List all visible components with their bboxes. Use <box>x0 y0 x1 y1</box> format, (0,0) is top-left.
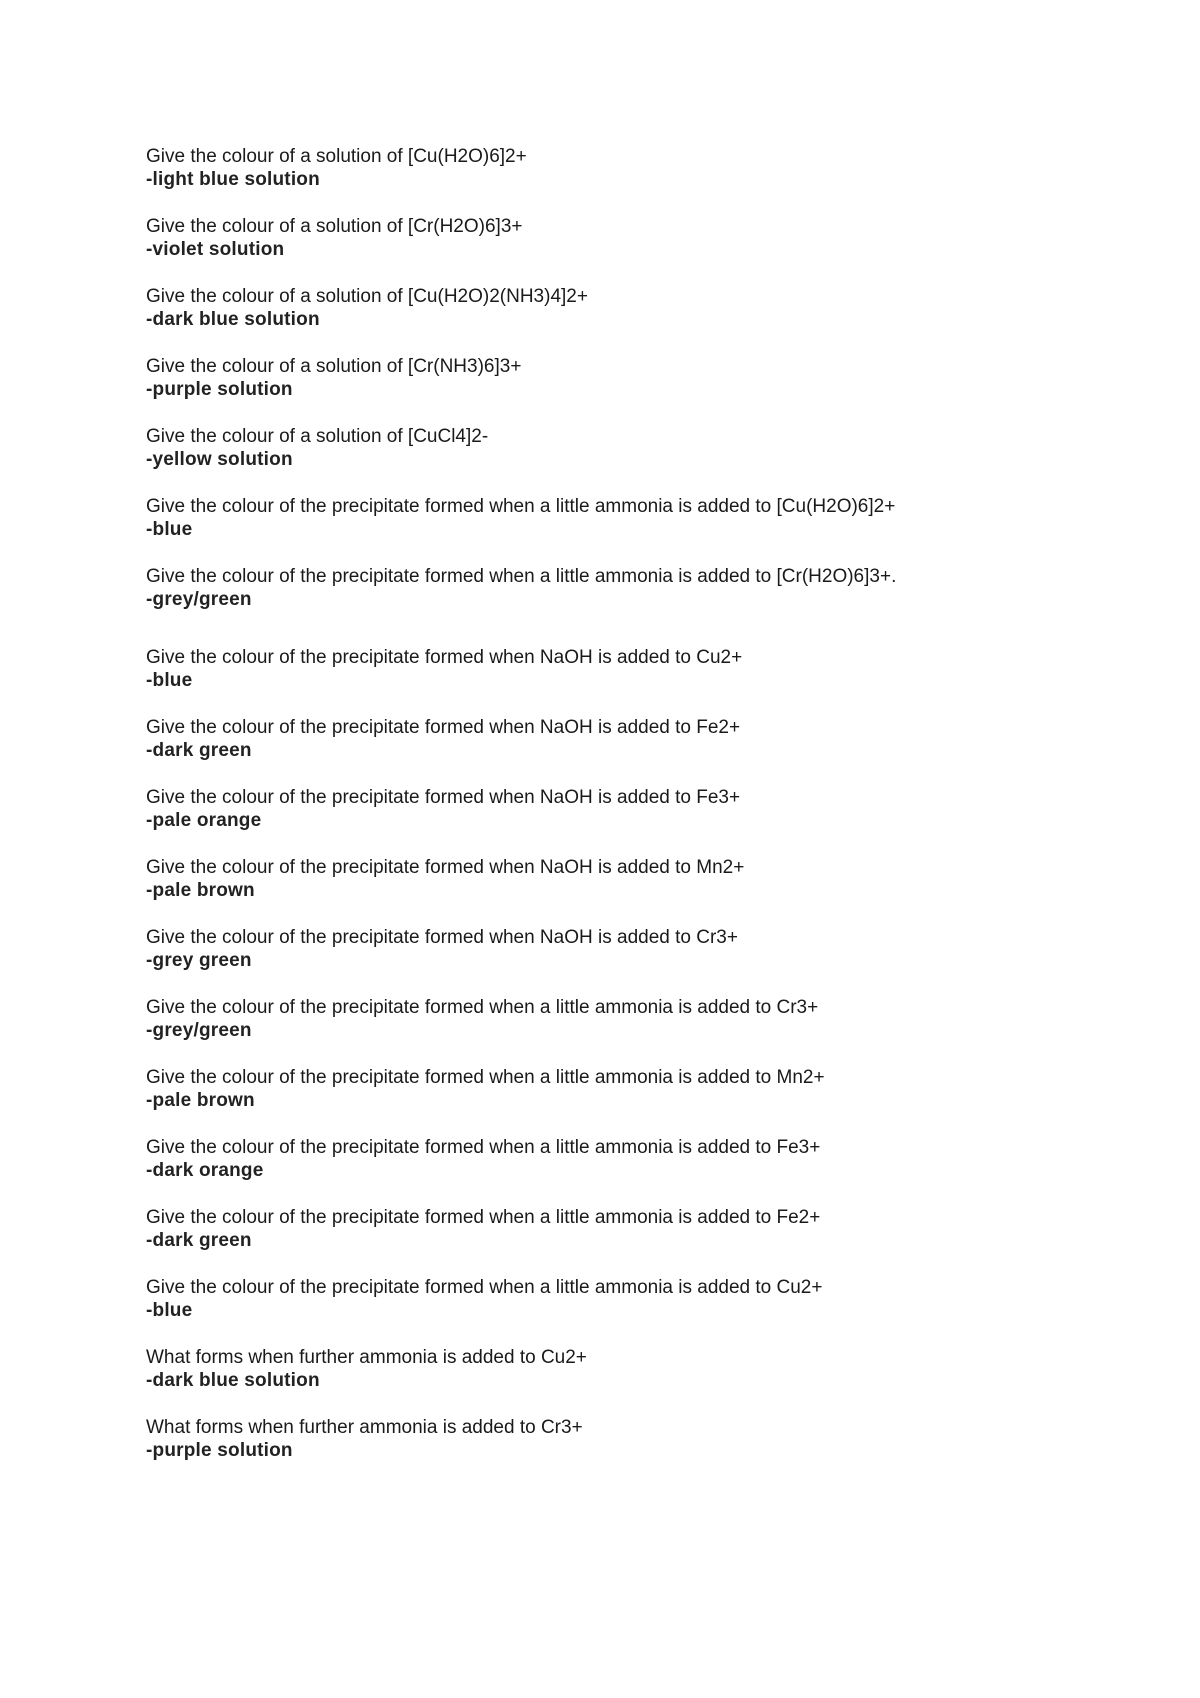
list-item <box>146 716 1146 786</box>
question-text: Give the colour of the precipitate formed when NaOH is added to Mn2+ <box>146 857 745 878</box>
question-text: What forms when further ammonia is added to Cr3+ <box>146 1417 583 1438</box>
question-text: Give the colour of the precipitate formed when a little ammonia is added to [Cu(H2O)6]2+ <box>146 496 896 517</box>
question-text: Give the colour of a solution of [Cu(H2O)2(NH3)4]2+ <box>146 286 588 307</box>
list-item <box>146 646 1146 716</box>
list-item <box>146 996 1146 1066</box>
answer-text: -purple solution <box>146 1440 293 1461</box>
answer-text: -grey/green <box>146 589 252 610</box>
question-text: Give the colour of a solution of [Cr(NH3)6]3+ <box>146 356 522 377</box>
question-text: Give the colour of the precipitate formed when a little ammonia is added to [Cr(H2O)6]3+. <box>146 566 897 587</box>
list-item <box>146 145 1146 215</box>
answer-text: -yellow solution <box>146 449 293 470</box>
question-text: What forms when further ammonia is added to Cu2+ <box>146 1347 587 1368</box>
answer-text: -blue <box>146 519 193 540</box>
question-text: Give the colour of the precipitate formed when a little ammonia is added to Cu2+ <box>146 1277 823 1298</box>
answer-text: -pale brown <box>146 1090 255 1111</box>
question-text: Give the colour of a solution of [CuCl4]2- <box>146 426 489 447</box>
list-item <box>146 1346 1146 1416</box>
answer-text: -pale brown <box>146 880 255 901</box>
list-item <box>146 786 1146 856</box>
list-item <box>146 565 1146 646</box>
list-item <box>146 355 1146 425</box>
question-text: Give the colour of the precipitate formed when NaOH is added to Cu2+ <box>146 647 743 668</box>
answer-text: -grey green <box>146 950 252 971</box>
question-text: Give the colour of the precipitate formed when NaOH is added to Fe2+ <box>146 717 741 738</box>
question-answer-list <box>146 145 1146 1486</box>
answer-text: -dark blue solution <box>146 309 320 330</box>
answer-text: -violet solution <box>146 239 285 260</box>
question-text: Give the colour of the precipitate formed when NaOH is added to Fe3+ <box>146 787 741 808</box>
list-item <box>146 1206 1146 1276</box>
answer-text: -grey/green <box>146 1020 252 1041</box>
answer-text: -dark green <box>146 740 252 761</box>
answer-text: -purple solution <box>146 379 293 400</box>
question-text: Give the colour of the precipitate formed when a little ammonia is added to Fe3+ <box>146 1137 821 1158</box>
list-item <box>146 1066 1146 1136</box>
answer-text: -dark green <box>146 1230 252 1251</box>
question-text: Give the colour of the precipitate formed when a little ammonia is added to Cr3+ <box>146 997 819 1018</box>
question-text: Give the colour of a solution of [Cr(H2O)6]3+ <box>146 216 523 237</box>
list-item <box>146 1416 1146 1486</box>
question-text: Give the colour of a solution of [Cu(H2O)6]2+ <box>146 146 527 167</box>
question-text: Give the colour of the precipitate formed when NaOH is added to Cr3+ <box>146 927 738 948</box>
answer-text: -blue <box>146 670 193 691</box>
question-text: Give the colour of the precipitate formed when a little ammonia is added to Fe2+ <box>146 1207 821 1228</box>
list-item <box>146 215 1146 285</box>
answer-text: -blue <box>146 1300 193 1321</box>
list-item <box>146 1276 1146 1346</box>
answer-text: -pale orange <box>146 810 262 831</box>
question-text: Give the colour of the precipitate formed when a little ammonia is added to Mn2+ <box>146 1067 825 1088</box>
list-item <box>146 425 1146 495</box>
list-item <box>146 495 1146 565</box>
list-item <box>146 856 1146 926</box>
list-item <box>146 1136 1146 1206</box>
list-item <box>146 285 1146 355</box>
answer-text: -light blue solution <box>146 169 320 190</box>
answer-text: -dark orange <box>146 1160 264 1181</box>
list-item <box>146 926 1146 996</box>
answer-text: -dark blue solution <box>146 1370 320 1391</box>
